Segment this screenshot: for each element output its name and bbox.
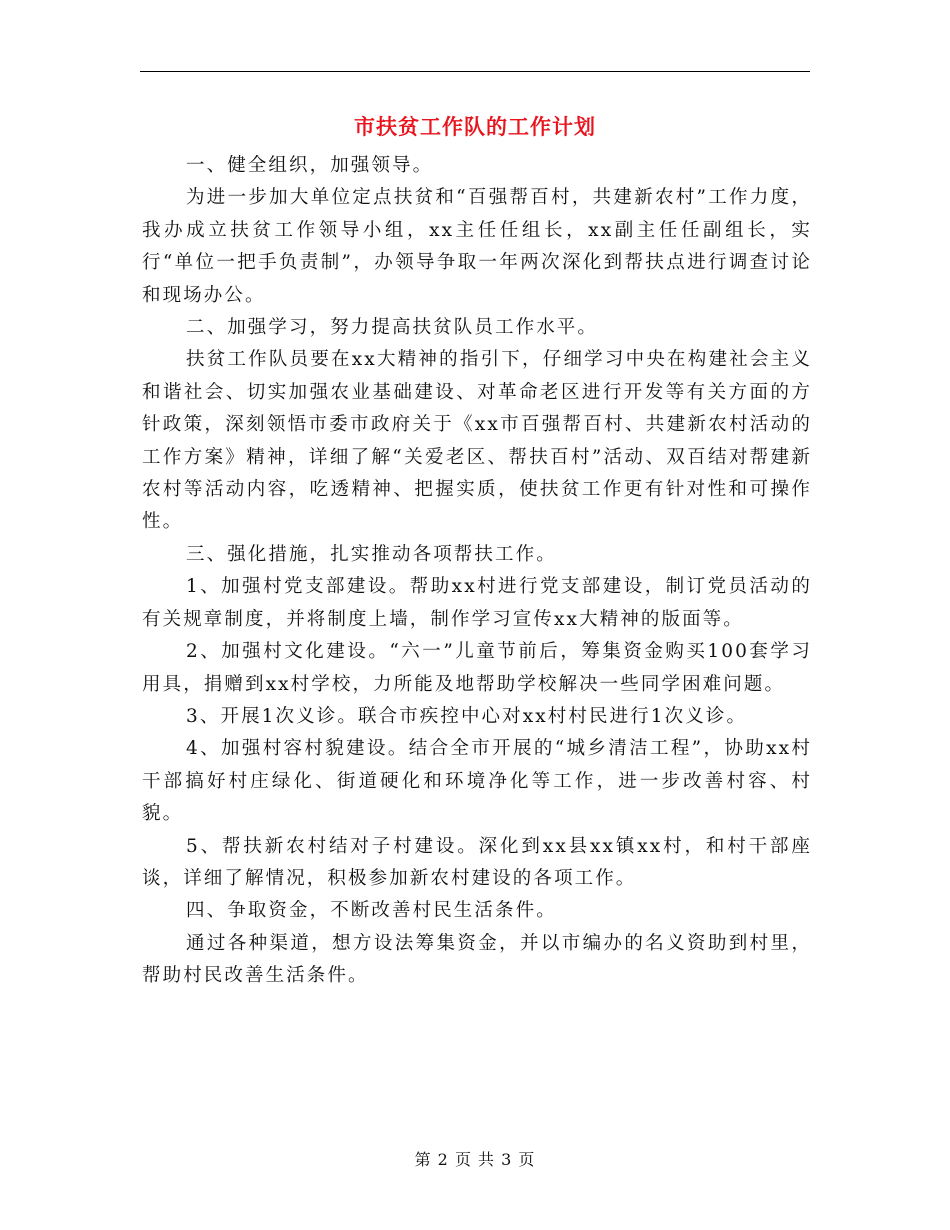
document-title: 市扶贫工作队的工作计划 [354,115,596,139]
section-heading-3: 三、强化措施，扎实推动各项帮扶工作。 [186,543,557,565]
list-item: 5、帮扶新农村结对子村建设。深化到xx县xx镇xx村，和村干部座谈，详细了解情况，积极参加新农村建设的各项工作。 [142,835,812,889]
list-item: 2、加强村文化建设。“六一”儿童节前后，筹集资金购买100套学习用具，捐赠到xx村学校，力所能及地帮助学校解决一些同学困难问题。 [142,641,812,695]
list-item: 3、开展1次义诊。联合市疾控中心对xx村村民进行1次义诊。 [186,705,748,727]
section-heading-2: 二、加强学习，努力提高扶贫队员工作水平。 [186,317,599,339]
body-paragraph: 扶贫工作队员要在xx大精神的指引下，仔细学习中央在构建社会主义和谐社会、切实加强农业基础建设、对革命老区进行开发等有关方面的方针政策，深刻领悟市委市政府关于《xx市百强帮百村、共建新农村活动的工作方案》精神，详细了解“关爱老区、帮扶百村”活动、双百结对帮建新农村等活动内容，吃透精神、把握实质，使扶贫工作更有针对性和可操作性。 [142,349,812,533]
body-paragraph: 通过各种渠道，想方设法筹集资金，并以市编办的名义资助到村里，帮助村民改善生活条件。 [142,932,812,987]
list-item: 4、加强村容村貌建设。结合全市开展的“城乡清洁工程”，协助xx村干部搞好村庄绿化、街道硬化和环境净化等工作，进一步改善村容、村貌。 [142,738,812,825]
body-paragraph: 为进一步加大单位定点扶贫和“百强帮百村，共建新农村”工作力度，我办成立扶贫工作领导小组，xx主任任组长，xx副主任任副组长，实行“单位一把手负责制”，办领导争取一年两次深化到帮扶点进行调查讨论和现场办公。 [142,187,812,306]
header-rule [140,71,810,72]
section-heading-1: 一、健全组织，加强领导。 [186,155,434,176]
list-item: 1、加强村党支部建设。帮助xx村进行党支部建设，制订党员活动的有关规章制度，并将制度上墙，制作学习宣传xx大精神的版面等。 [142,576,812,630]
page-number: 第 2 页 共 3 页 [414,1150,536,1169]
section-heading-4: 四、争取资金，不断改善村民生活条件。 [186,900,557,922]
document-body [142,150,812,993]
